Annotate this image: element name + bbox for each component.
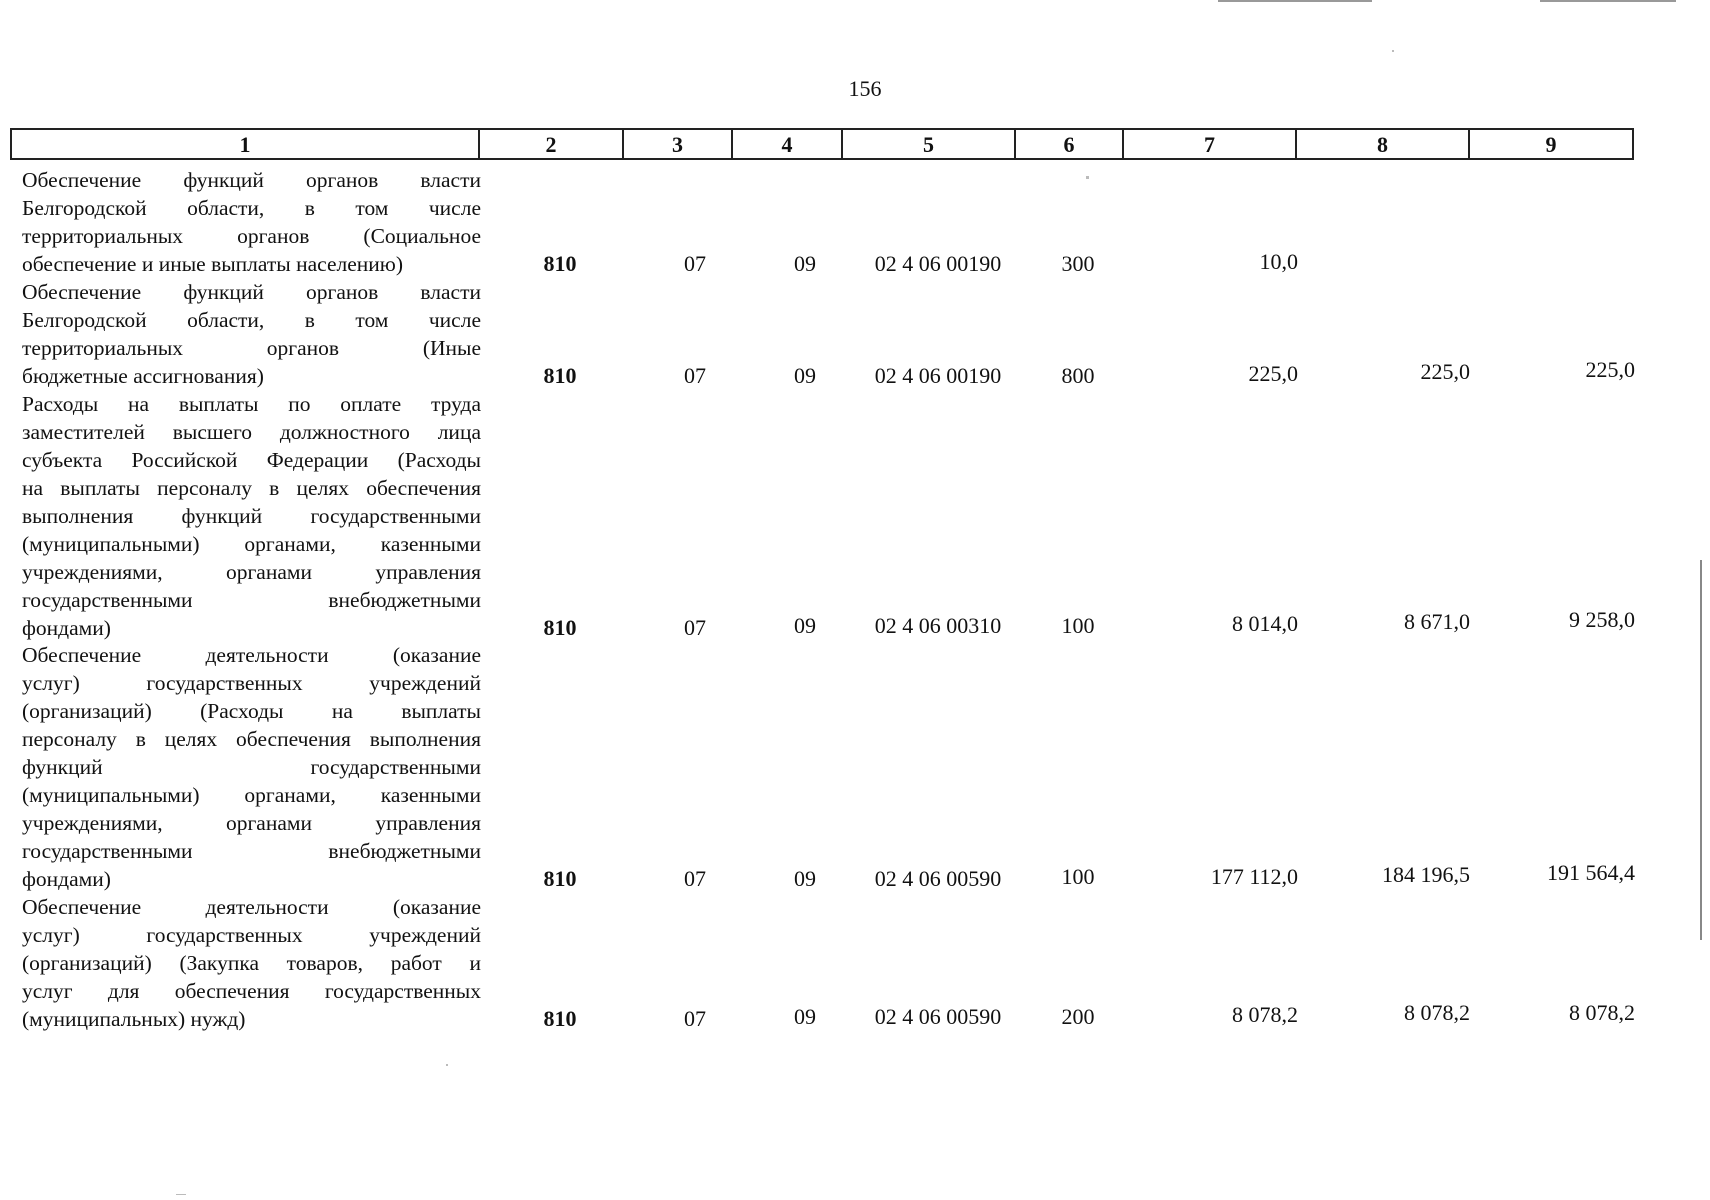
scan-speck — [1392, 50, 1394, 52]
description-line: субъекта Российской Федерации (Расходы — [22, 448, 481, 472]
scan-edge-shadow — [1700, 560, 1702, 940]
description-line: (муниципальными) органами, казенными — [22, 532, 481, 556]
scan-edge-line — [1218, 0, 1372, 2]
column-header-1: 1 — [12, 130, 480, 158]
amount-col9: 225,0 — [1585, 357, 1635, 382]
amount-col8: 184 196,5 — [1382, 862, 1470, 887]
description-line: фондами) — [22, 867, 111, 891]
ministry-code: 810 — [543, 251, 577, 276]
amount-col7: 8 078,2 — [1232, 1002, 1298, 1027]
scan-speck — [176, 1194, 186, 1195]
amount-col7: 225,0 — [1248, 361, 1298, 386]
subsection-code: 09 — [794, 1004, 816, 1029]
description-line: (организаций) (Закупка товаров, работ и — [22, 951, 481, 975]
target-article-code: 02 4 06 00190 — [874, 363, 1002, 388]
description-line: выполнения функций государственными — [22, 504, 481, 528]
description-line: заместителей высшего должностного лица — [22, 420, 481, 444]
row-description — [22, 166, 481, 278]
description-line: территориальных органов (Социальное — [22, 224, 481, 248]
description-line: услуг) государственных учреждений — [22, 923, 481, 947]
subsection-code: 09 — [794, 363, 816, 388]
description-line: учреждениями, органами управления — [22, 811, 481, 835]
description-line: Обеспечение функций органов власти — [22, 168, 481, 192]
section-code: 07 — [684, 363, 706, 388]
description-line: на выплаты персоналу в целях обеспечения — [22, 476, 481, 500]
description-line: (муниципальных) нужд) — [22, 1007, 246, 1031]
description-line: Белгородской области, в том числе — [22, 196, 481, 220]
row-description — [22, 278, 481, 390]
ministry-code: 810 — [543, 615, 577, 640]
expense-type-code: 300 — [1061, 251, 1095, 276]
description-line: (организаций) (Расходы на выплаты — [22, 699, 481, 723]
description-line: Расходы на выплаты по оплате труда — [22, 392, 481, 416]
ministry-code: 810 — [543, 866, 577, 891]
table-header — [10, 128, 1634, 160]
expense-type-code: 800 — [1061, 363, 1095, 388]
amount-col9: 191 564,4 — [1547, 860, 1635, 885]
column-header-3: 3 — [624, 130, 733, 158]
target-article-code: 02 4 06 00590 — [874, 1004, 1002, 1029]
description-line: обеспечение и иные выплаты населению) — [22, 252, 404, 276]
description-line: персоналу в целях обеспечения выполнения — [22, 727, 481, 751]
column-header-2: 2 — [480, 130, 624, 158]
scan-edge-line — [1540, 0, 1676, 2]
scan-speck — [446, 1064, 448, 1066]
section-code: 07 — [684, 866, 706, 891]
column-header-6: 6 — [1016, 130, 1124, 158]
description-line: государственными внебюджетными — [22, 588, 481, 612]
description-line: (муниципальными) органами, казенными — [22, 783, 481, 807]
column-header-5: 5 — [843, 130, 1016, 158]
row-description — [22, 893, 481, 1033]
description-line: государственными внебюджетными — [22, 839, 481, 863]
amount-col7: 8 014,0 — [1232, 611, 1298, 636]
description-line: Обеспечение функций органов власти — [22, 280, 481, 304]
column-header-4: 4 — [733, 130, 843, 158]
description-line: территориальных органов (Иные — [22, 336, 481, 360]
scan-speck — [1086, 176, 1089, 179]
subsection-code: 09 — [794, 866, 816, 891]
column-header-8: 8 — [1297, 130, 1470, 158]
ministry-code: 810 — [543, 1006, 577, 1031]
page-number: 156 — [848, 76, 882, 101]
amount-col8: 8 078,2 — [1404, 1000, 1470, 1025]
subsection-code: 09 — [794, 613, 816, 638]
description-line: Обеспечение деятельности (оказание — [22, 895, 481, 919]
target-article-code: 02 4 06 00590 — [874, 866, 1002, 891]
expense-type-code: 100 — [1061, 613, 1095, 638]
amount-col8: 225,0 — [1420, 359, 1470, 384]
column-header-9: 9 — [1545, 132, 1557, 157]
expense-type-code: 200 — [1061, 1004, 1095, 1029]
amount-col9: 9 258,0 — [1569, 607, 1635, 632]
amount-col7: 177 112,0 — [1210, 864, 1298, 889]
amount-col9: 8 078,2 — [1569, 1000, 1635, 1025]
description-line: бюджетные ассигнования) — [22, 364, 264, 388]
description-line: учреждениями, органами управления — [22, 560, 481, 584]
description-line: услуг) государственных учреждений — [22, 671, 481, 695]
description-line: функций государственными — [22, 755, 481, 779]
description-line: Обеспечение деятельности (оказание — [22, 643, 481, 667]
expense-type-code: 100 — [1061, 864, 1095, 889]
column-header-7: 7 — [1124, 130, 1297, 158]
amount-col8: 8 671,0 — [1404, 609, 1470, 634]
target-article-code: 02 4 06 00190 — [874, 251, 1002, 276]
section-code: 07 — [684, 251, 706, 276]
description-line: услуг для обеспечения государственных — [22, 979, 481, 1003]
row-description — [22, 641, 481, 893]
description-line: Белгородской области, в том числе — [22, 308, 481, 332]
target-article-code: 02 4 06 00310 — [874, 613, 1002, 638]
ministry-code: 810 — [543, 363, 577, 388]
amount-col7: 10,0 — [1259, 249, 1298, 274]
section-code: 07 — [684, 1006, 706, 1031]
description-line: фондами) — [22, 616, 111, 640]
row-description — [22, 390, 481, 642]
section-code: 07 — [684, 615, 706, 640]
subsection-code: 09 — [794, 251, 816, 276]
